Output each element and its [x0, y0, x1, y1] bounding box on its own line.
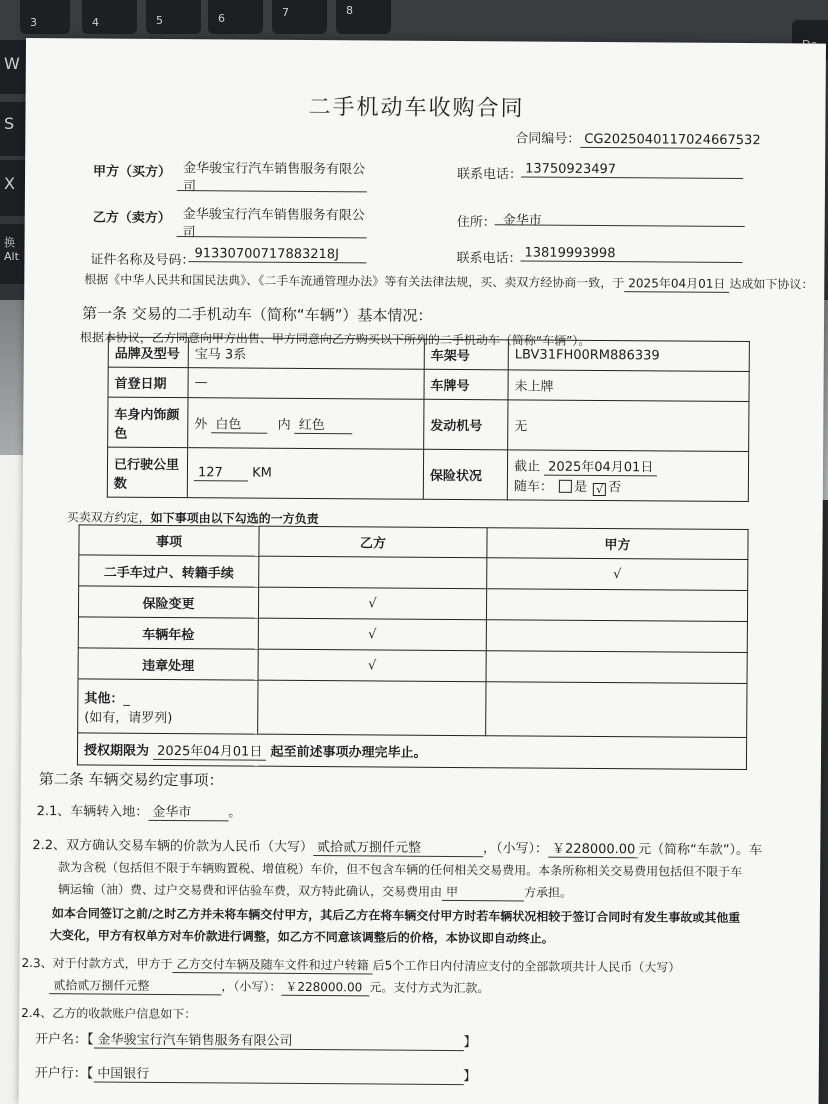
preamble [84, 270, 813, 293]
mileage-unit: KM [252, 465, 272, 481]
bank-bracket: 】 [463, 1069, 477, 1085]
no-checkbox[interactable]: √ [593, 482, 606, 495]
clause-2-1 [37, 800, 242, 821]
plate-value: 未上牌 [508, 370, 749, 402]
account-name-bracket: 】 [463, 1035, 477, 1051]
vehicle-info-table [107, 337, 750, 502]
cert-number: 91330700717883218J [194, 246, 340, 263]
fee-payer: 甲 [442, 883, 524, 902]
clause-2-3-post: 后5个工作日内付清应支付的全部款项共计人民币（大写） [372, 958, 681, 975]
key-5: 5 [146, 0, 201, 34]
clause-2-3-pre: 2.3、对于付款方式，甲方于 [21, 955, 173, 972]
duty-party-a-mark [486, 620, 747, 653]
table-row [78, 586, 747, 622]
party-a-name: 金华骏宝行汽车销售服务有限公 [183, 161, 366, 178]
no-label: 否 [608, 479, 622, 495]
insurance-follow-row [514, 475, 742, 497]
bold-clause-line2: 大变化，甲方有权单方对车价款进行调整，如乙方不同意该调整后的价格，本协议即自动终止。 [49, 928, 554, 946]
interior-prefix: 内 [277, 417, 291, 433]
plate-label: 车牌号 [424, 369, 508, 400]
key-x: X [0, 160, 34, 216]
clause-2-1-label: 2.1、车辆转入地： [36, 804, 149, 820]
engine-label: 发动机号 [424, 399, 508, 450]
duty-intro-text: 买卖双方约定， [66, 510, 151, 525]
party-a-name-underline [177, 190, 367, 192]
other-value: _ [123, 691, 130, 707]
preamble-text: 根据《中华人民共和国民法典》、《二手车流通管理办法》等有关法律法规，买、卖双方经协商一致，于 [84, 272, 625, 291]
cert-label: 证件名称及号码： [90, 252, 195, 269]
payment-upper: 贰拾贰万捌仟元整 [49, 976, 221, 995]
document-title: 二手机动车收购合同 [308, 94, 525, 122]
price-amount: ￥228000.00 [548, 838, 638, 859]
mileage-value: 127 [194, 465, 248, 481]
key-alt: 换 Alt [0, 224, 34, 284]
payment-condition: 乙方交付车辆及随车文件和过户转籍 [173, 955, 373, 974]
party-a-label: 甲方（买方） [93, 164, 172, 181]
duty-item: 违章处理 [78, 648, 258, 680]
clause-2-3-line2 [49, 976, 489, 997]
account-name: 金华骏宝行汽车销售服务有限公司 [93, 1028, 463, 1051]
duty-item: 二手车过户、转籍手续 [79, 555, 259, 587]
contract-number: CG2025040117024667532 [580, 132, 740, 149]
table-row [78, 617, 747, 653]
vin-value: LBV31FH00RM886339 [508, 340, 749, 372]
insurance-label: 保险状况 [423, 449, 507, 500]
key-8: 8 [336, 0, 391, 34]
contract-number-label: 合同编号： [515, 131, 581, 147]
other-party-b [258, 680, 486, 736]
other-cell [78, 679, 258, 734]
clause-2-4-title: 2.4、乙方的收款账户信息如下： [21, 1005, 197, 1022]
exterior-prefix: 外 [194, 416, 208, 432]
duty-party-a-mark: √ [487, 558, 748, 591]
party-b-name-cont: 司 [182, 225, 196, 241]
clause-2-3-line1 [21, 954, 680, 977]
clause-2-2-line1 [32, 834, 762, 859]
duty-item: 车辆年检 [78, 617, 258, 649]
bank-name: 中国银行 [93, 1062, 463, 1085]
other-label: 其他： [84, 690, 124, 707]
vin-label: 车架号 [424, 339, 508, 370]
clause-2-3-mid: ，（小写）： [221, 979, 282, 994]
clause-2-2-line3 [58, 880, 572, 902]
party-a-phone: 13750923497 [525, 161, 617, 178]
key-7: 7 [272, 0, 327, 34]
key-s: S [0, 102, 34, 156]
duty-header-party-b: 乙方 [259, 526, 487, 558]
article1-title: 第一条 交易的二手机动车（简称“车辆”）基本情况： [82, 304, 433, 325]
yes-checkbox[interactable] [559, 479, 572, 492]
price-upper: 贰拾贰万捌仟元整 [313, 836, 483, 857]
clause-2-3-end: 元。支付方式为汇款。 [369, 980, 490, 996]
key-w: W [0, 40, 34, 94]
exterior-color: 白色 [211, 413, 267, 433]
key-3: 3 [20, 0, 70, 34]
party-b-label: 乙方（卖方） [92, 210, 171, 227]
duty-item: 保险变更 [78, 586, 258, 618]
clause-2-2-line3-post: 方承担。 [524, 885, 573, 900]
article2-title: 第二条 车辆交易约定事项： [38, 770, 224, 790]
party-a-phone-underline [521, 176, 743, 179]
account-name-row [35, 1028, 477, 1051]
mileage-cell [187, 448, 423, 500]
mileage-label: 已行驶公里数 [107, 447, 187, 498]
yes-label: 是 [573, 479, 588, 495]
clause-2-2-post: 元（简称“车款”）。车 [637, 842, 763, 859]
article1-intro: 根据本协议，乙方同意向甲方出售、甲方同意向乙方购买以下所列的二手机动车（简称“车辆”）。 [79, 330, 591, 348]
duty-party-b-mark [259, 556, 487, 589]
duty-party-b-mark: √ [258, 649, 486, 682]
duty-header-party-a: 甲方 [487, 528, 748, 560]
transfer-city: 金华市 [148, 801, 228, 822]
bank-row [35, 1062, 477, 1085]
color-value [188, 398, 424, 450]
contract-document [19, 38, 826, 1104]
auth-label: 授权期限为 [83, 742, 150, 759]
account-name-label: 开户名：【 [34, 1032, 94, 1048]
first-reg-label: 首登日期 [108, 367, 188, 398]
party-b-name-underline [177, 236, 367, 238]
clause-2-2-pre: 2.2、双方确认交易车辆的价款为人民币（大写） [32, 838, 314, 856]
brand-label: 品牌及型号 [108, 337, 188, 368]
interior-color: 红色 [295, 413, 353, 433]
table-row [79, 555, 748, 591]
other-note: (如有，请罗列) [84, 709, 173, 726]
auth-date: 2025年04月01日 [153, 739, 266, 760]
insurance-prefix: 截止 [513, 458, 541, 475]
party-a-name-cont: 司 [182, 179, 197, 195]
payment-amount: ￥228000.00 [281, 978, 369, 997]
bank-label: 开户行：【 [34, 1066, 94, 1082]
insurance-date: 2025年04月01日 [544, 455, 657, 476]
party-b-address: 金华市 [502, 213, 542, 229]
key-6: 6 [208, 0, 263, 34]
duty-intro-bold: 如下事项由以下勾选的一方负责 [150, 510, 319, 527]
table-row [78, 648, 747, 684]
party-b-phone-underline [520, 260, 742, 263]
duty-party-b-mark: √ [258, 587, 486, 620]
engine-value: 无 [508, 400, 749, 452]
bold-clause-line1: 如本合同签订之前/之时乙方并未将车辆交付甲方，其后乙方在将车辆交付甲方时若车辆状况相较于签订合同时有发生事故或其他重 [51, 906, 741, 926]
first-reg-value: — [188, 368, 424, 400]
contract-number-row [515, 127, 761, 149]
clause-2-2-line3-pre: 辆运输（油）费、过户交易费和评估验车费，双方特此确认，交易费用由 [58, 882, 443, 899]
duty-party-a-mark [486, 651, 747, 684]
party-b-phone-label: 联系电话： [456, 251, 522, 267]
party-a-phone-label: 联系电话： [457, 167, 523, 183]
clause-2-1-end: 。 [228, 805, 242, 821]
insurance-follow-label: 随车： [513, 478, 553, 495]
duty-table [77, 524, 749, 770]
insurance-cell [507, 450, 748, 502]
party-b-name: 金华骏宝行汽车销售服务有限公 [182, 207, 365, 224]
key-4: 4 [82, 0, 137, 34]
clause-2-2-mid: ，（小写）： [482, 841, 549, 857]
auth-post: 起至前述事项办理完毕止。 [270, 744, 427, 761]
duty-header-item: 事项 [79, 525, 259, 556]
preamble-date: 2025年04月01日 [624, 274, 729, 293]
brand-value: 宝马 3系 [188, 338, 424, 370]
party-b-phone: 13819993998 [524, 245, 616, 262]
preamble-end: 达成如下协议： [729, 276, 814, 292]
clause-2-2-line2: 款为含税（包括但不限于车辆购置税、增值税）车价，但不包含车辆的任何相关交易费用。本条所称相关交易费用包括但不限于车 [58, 860, 743, 880]
color-label: 车身内饰颜色 [108, 397, 188, 448]
other-party-a [486, 682, 747, 738]
duty-party-b-mark: √ [258, 618, 486, 651]
insurance-until-row [514, 455, 742, 477]
party-b-address-label: 住所： [456, 215, 496, 231]
auth-period-cell [77, 733, 746, 770]
cert-number-underline [188, 261, 366, 263]
duty-party-a-mark [486, 589, 747, 622]
